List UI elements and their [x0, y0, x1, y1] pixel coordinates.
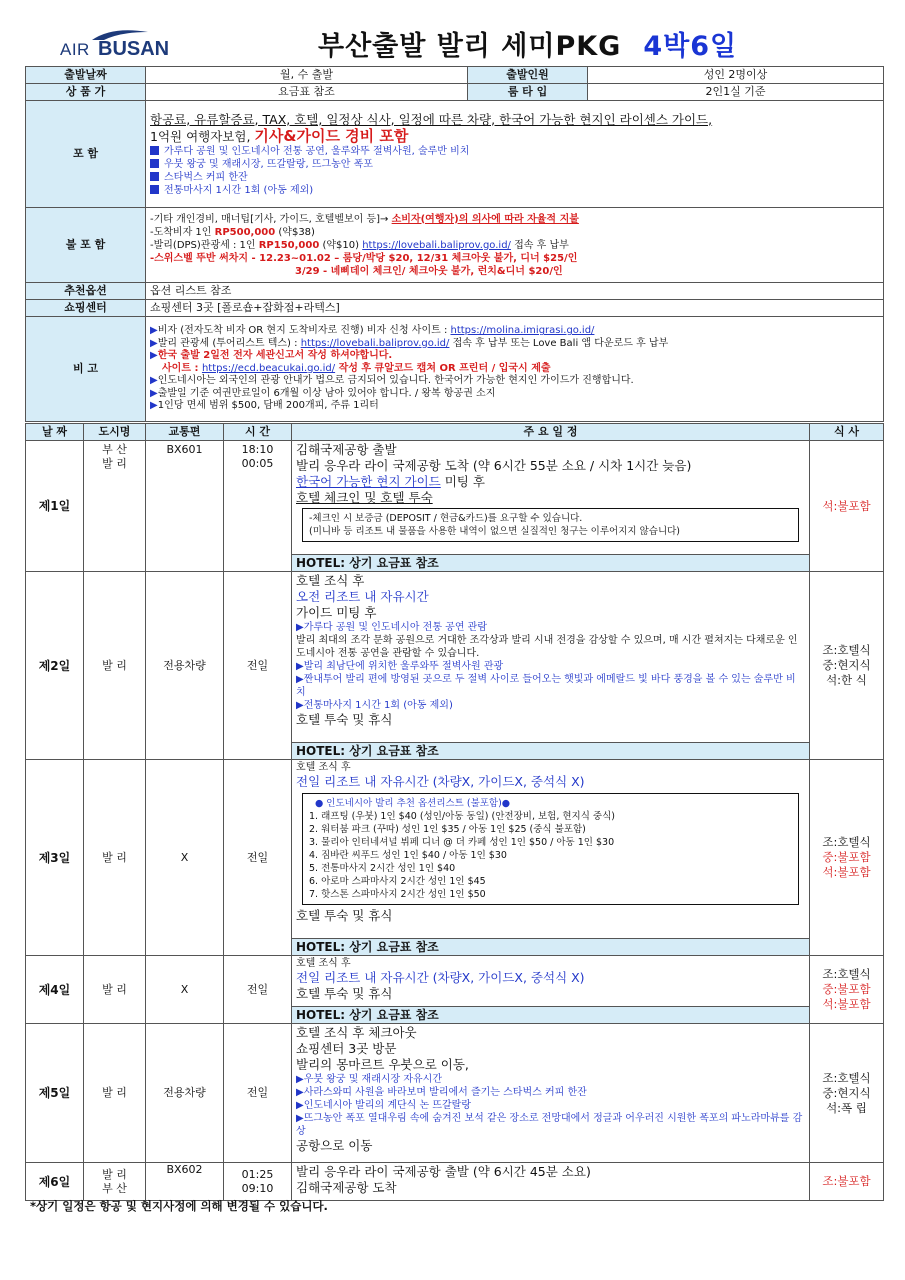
remarks-label: 비 고 — [26, 317, 146, 422]
triangle-bullet-icon: ▶ — [150, 387, 158, 399]
day-row: 제3일 발 리 X 전일 호텔 조식 후 전일 리조트 내 자유시간 (차량X, 가이드X, 중석식 X) ● 인도네시아 발리 추천 옵션리스트 (불포함)● 1. 래프팅 (우붓) 1인 $40 (성인/아동 동일) (안전장비, 보험, 현지식 중식) 2. 워터붐 파크 (꾸따) 성인 1인 $35 / 아동 1인 $25 (중식 불포함) 3. 물리아 인터네셔널 뷔페 디너 @ 더 카페 성인 1인 $50 / 아동 1인 $30 4. 짐바란 씨푸드 성인 1인 $40 / 아동 1인 $30 5. 전통마사지 2시간 성인 1인 $40 6. 아로마 스파마사지 2시간 성인 1인 $45 7. 핫스톤 스파마사지 2시간 성인 1인 $50 호텔 투숙 및 휴식 HOTEL: 상기 요금표 참조 조:호텔식 중:불포함 석:불포함 — [26, 760, 884, 956]
col-meal: 식 사 — [810, 424, 884, 441]
depart-people-label: 출발인원 — [468, 67, 588, 84]
price: 요금표 참조 — [146, 84, 468, 101]
include-item: 전통마사지 1시간 1회 (아동 제외) — [150, 184, 879, 197]
depart-date-label: 출발날짜 — [26, 67, 146, 84]
tax-link[interactable]: https://lovebali.baliprov.go.id/ — [300, 337, 450, 349]
col-transport: 교통편 — [146, 424, 224, 441]
detail-table — [25, 100, 884, 422]
shopping-label: 쇼핑센터 — [26, 300, 146, 317]
triangle-bullet-icon: ▶ — [150, 375, 158, 387]
footnote: *상기 일정은 항공 및 현지사정에 의해 변경될 수 있습니다. — [30, 1199, 328, 1213]
col-date: 날 짜 — [26, 424, 84, 441]
schedule-table — [25, 423, 884, 1201]
air-busan-logo — [60, 28, 180, 64]
triangle-bullet-icon: ▶ — [150, 337, 158, 349]
square-bullet-icon — [150, 172, 159, 181]
exclude-label: 불 포 함 — [26, 208, 146, 283]
day-row: 제6일 발 리 부 산 BX602 01:25 09:10 발리 응우라 라이 국제공항 출발 (약 6시간 45분 소요) 김해국제공항 도착 조:불포함 — [26, 1163, 884, 1201]
day-plan: 호텔 조식 후 체크아웃 쇼핑센터 3곳 방문 발리의 몽마르트 우붓으로 이동, ▶우붓 왕궁 및 재래시장 자유시간 ▶사라스와띠 사원을 바라보며 발리에서 즐기는 스타벅스 커피 한잔 ▶인도네시아 발리의 계단식 논 뜨갈랄랑 ▶뜨그농안 폭포 열대우림 속에 숨겨진 보석 같은 장소로 전망대에서 정글과 어우러진 시원한 폭포의 파노라마뷰를 감상 공항으로 이동 — [292, 1024, 810, 1163]
day-row: 제5일 발 리 전용차량 전일 호텔 조식 후 체크아웃 쇼핑센터 3곳 방문 발리의 몽마르트 우붓으로 이동, ▶우붓 왕궁 및 재래시장 자유시간 ▶사라스와띠 사원을 바라보며 발리에서 즐기는 스타벅스 커피 한잔 ▶인도네시아 발리의 계단식 논 뜨갈랄랑 ▶뜨그농안 폭포 열대우림 속에 숨겨진 보석 같은 장소로 전망대에서 정글과 어우러진 시원한 폭포의 파노라마뷰를 감상 공항으로 이동 조:호텔식 중:현지식 석:폭 립 — [26, 1024, 884, 1163]
include-content — [146, 101, 884, 208]
surcharge-line2: 3/29 - 녜삐데이 체크인/ 체크아웃 불가, 런치&디너 $20/인 — [295, 265, 563, 277]
include-label: 포 함 — [26, 101, 146, 208]
exclude-voluntary: 소비자(여행자)의 의사에 따라 자율적 지불 — [391, 213, 579, 225]
customs-link[interactable]: https://ecd.beacukai.go.id/ — [201, 362, 336, 374]
depart-people: 성인 2명이상 — [588, 67, 884, 84]
include-line2a: 1억원 여행자보험, — [150, 128, 255, 144]
page-title — [318, 24, 737, 63]
day-row: 제1일 부 산 발 리 BX601 18:10 00:05 김해국제공항 출발 발리 응우라 라이 국제공항 도착 (약 6시간 55분 소요 / 시차 1시간 늦음) 한국어 가능한 현지 가이드 미팅 후 호텔 체크인 및 호텔 투숙 -체크인 시 보증금 (DEPOSIT / 현금&카드)를 요구할 수 있습니다. (미니바 등 리조트 내 물품을 사용한 내역이 없으면 실질적인 청구는 이루어지지 않습니다) HOTEL: 상기 요금표 참조 석:불포함 — [26, 441, 884, 572]
exclude-content: -기타 개인경비, 매너팁[기사, 가이드, 호텔벨보이 등]→ 소비자(여행자)의 의사에 따라 자율적 지불 -도착비자 1인 RP500,000 (약$38) -발리(DPS)관광세 : 1인 RP150,000 (약$10) https://lovebali.baliprov.go.id/ 접속 후 납부 -스위스벨 뚜반 써차지 - 12.23~01.02 – 룸당/박당 $20, 12/31 체크아웃 불가, 디너 $25/인 3/29 - 녜삐데이 체크인/ 체크아웃 불가, 런치&디너 $20/인 — [146, 208, 884, 283]
col-city: 도시명 — [84, 424, 146, 441]
col-plan: 주 요 일 정 — [292, 424, 810, 441]
surcharge-line1: -스위스벨 뚜반 써차지 - 12.23~01.02 – 룸당/박당 $20, 12/31 체크아웃 불가, 디너 $25/인 — [150, 252, 578, 264]
day-plan: 김해국제공항 출발 발리 응우라 라이 국제공항 도착 (약 6시간 55분 소요 / 시차 1시간 늦음) 한국어 가능한 현지 가이드 미팅 후 호텔 체크인 및 호텔 투숙 -체크인 시 보증금 (DEPOSIT / 현금&카드)를 요구할 수 있습니다. (미니바 등 리조트 내 물품을 사용한 내역이 없으면 실질적인 청구는 이루어지지 않습니다) HOTEL: 상기 요금표 참조 — [292, 441, 810, 572]
option-list: ● 인도네시아 발리 추천 옵션리스트 (불포함)● 1. 래프팅 (우붓) 1인 $40 (성인/아동 동일) (안전장비, 보험, 현지식 중식) 2. 워터붐 파크 (꾸따) 성인 1인 $35 / 아동 1인 $25 (중식 불포함) 3. 물리아 인터네셔널 뷔페 디너 @ 더 카페 성인 1인 $50 / 아동 1인 $30 4. 짐바란 씨푸드 성인 1인 $40 / 아동 1인 $30 5. 전통마사지 2시간 성인 1인 $40 6. 아로마 스파마사지 2시간 성인 1인 $45 7. 핫스톤 스파마사지 2시간 성인 1인 $50 — [302, 793, 799, 905]
depart-date: 월, 수 출발 — [146, 67, 468, 84]
day-plan: 호텔 조식 후 오전 리조트 내 자유시간 가이드 미팅 후 ▶가루다 공원 및 인도네시아 전통 공연 관람 발리 최대의 조각 문화 공원으로 거대한 조각상과 발리 시내 전경을 감상할 수 있으며, 매 시간 펼쳐지는 다채로운 인도네시아 전통 공연을 관람할 수 있습니다. ▶발리 최남단에 위치한 울루와뚜 절벽사원 관광 ▶짠내투어 발리 편에 방영된 곳으로 두 절벽 사이로 들어오는 햇빛과 에메랄드 빛 바다 풍경을 볼 수 있는 술루반 비치 ▶전통마사지 1시간 1회 (아동 제외) 호텔 투숙 및 휴식 HOTEL: 상기 요금표 참조 — [292, 572, 810, 760]
option-label: 추천옵션 — [26, 283, 146, 300]
triangle-bullet-icon: ▶ — [150, 325, 158, 337]
include-item: 우붓 왕궁 및 재래시장, 뜨갈랄랑, 뜨그농안 폭포 — [150, 158, 879, 171]
triangle-bullet-icon: ▶ — [150, 350, 158, 362]
remarks-content: ▶비자 (전자도착 비자 OR 현지 도착비자로 진행) 비자 신청 사이트 : https://molina.imigrasi.go.id/ ▶발리 관광세 (투어리스트 텍스) : https://lovebali.baliprov.go.id/ 접속 후 납부 또는 Love Bali 앱 다운로드 후 납부 ▶한국 출발 2일전 전자 세관신고서 작성 하셔야합니다. 사이트 : https://ecd.beacukai.go.id/ 작성 후 큐알코드 캡쳐 OR 프린터 / 입국시 제출 ▶인도네시아는 외국인의 관광 안내가 법으로 금지되어 있습니다. 한국어가 가능한 현지인 가이드가 진행합니다. ▶출발일 기준 여권만료일이 6개월 이상 남아 있어야 합니다. / 왕복 항공권 소지 ▶1인당 면세 범위 $500, 담배 200개피, 주류 1리터 — [146, 317, 884, 422]
title-duration: 4박6일 — [643, 31, 738, 62]
hotel-ref: HOTEL: 상기 요금표 참조 — [292, 554, 809, 571]
col-time: 시 간 — [224, 424, 292, 441]
deposit-notice: -체크인 시 보증금 (DEPOSIT / 현금&카드)를 요구할 수 있습니다. (미니바 등 리조트 내 물품을 사용한 내역이 없으면 실질적인 청구는 이루어지지 않습니다) — [302, 508, 799, 542]
room: 2인1실 기준 — [588, 84, 884, 101]
shopping-value: 쇼핑센터 3곳 [폴로숍+잡화점+라텍스] — [146, 300, 884, 317]
include-item: 가루다 공원 및 인도네시아 전통 공연, 울루와뚜 절벽사원, 술루반 비치 — [150, 145, 879, 158]
triangle-bullet-icon: ▶ — [150, 400, 158, 412]
square-bullet-icon — [150, 159, 159, 168]
day-plan: 호텔 조식 후 전일 리조트 내 자유시간 (차량X, 가이드X, 중석식 X) ● 인도네시아 발리 추천 옵션리스트 (불포함)● 1. 래프팅 (우붓) 1인 $40 (성인/아동 동일) (안전장비, 보험, 현지식 중식) 2. 워터붐 파크 (꾸따) 성인 1인 $35 / 아동 1인 $25 (중식 불포함) 3. 물리아 인터네셔널 뷔페 디너 @ 더 카페 성인 1인 $50 / 아동 1인 $30 4. 짐바란 씨푸드 성인 1인 $40 / 아동 1인 $30 5. 전통마사지 2시간 성인 1인 $40 6. 아로마 스파마사지 2시간 성인 1인 $45 7. 핫스톤 스파마사지 2시간 성인 1인 $50 호텔 투숙 및 휴식 HOTEL: 상기 요금표 참조 — [292, 760, 810, 956]
price-label: 상 품 가 — [26, 84, 146, 101]
visa-link[interactable]: https://molina.imigrasi.go.id/ — [450, 325, 595, 337]
day-plan: 호텔 조식 후 전일 리조트 내 자유시간 (차량X, 가이드X, 중석식 X) 호텔 투숙 및 휴식 HOTEL: 상기 요금표 참조 — [292, 956, 810, 1024]
day-label: 제1일 — [26, 441, 84, 572]
day-row: 제2일 발 리 전용차량 전일 호텔 조식 후 오전 리조트 내 자유시간 가이드 미팅 후 ▶가루다 공원 및 인도네시아 전통 공연 관람 발리 최대의 조각 문화 공원으로 거대한 조각상과 발리 시내 전경을 감상할 수 있으며, 매 시간 펼쳐지는 다채로운 인도네시아 전통 공연을 관람할 수 있습니다. ▶발리 최남단에 위치한 울루와뚜 절벽사원 관광 ▶짠내투어 발리 편에 방영된 곳으로 두 절벽 사이로 들어오는 햇빛과 에메랄드 빛 바다 풍경을 볼 수 있는 술루반 비치 ▶전통마사지 1시간 1회 (아동 제외) 호텔 투숙 및 휴식 HOTEL: 상기 요금표 참조 조:호텔식 중:현지식 석:한 식 — [26, 572, 884, 760]
day-plan: 발리 응우라 라이 국제공항 출발 (약 6시간 45분 소요) 김해국제공항 도착 — [292, 1163, 810, 1201]
square-bullet-icon — [150, 146, 159, 155]
meal: 석:불포함 — [810, 441, 884, 572]
lovebali-link[interactable]: https://lovebali.baliprov.go.id/ — [362, 239, 511, 251]
option-value: 옵션 리스트 참조 — [146, 283, 884, 300]
day-row: 제4일 발 리 X 전일 호텔 조식 후 전일 리조트 내 자유시간 (차량X, 가이드X, 중석식 X) 호텔 투숙 및 휴식 HOTEL: 상기 요금표 참조 조:호텔식 중:불포함 석:불포함 — [26, 956, 884, 1024]
info-table — [25, 66, 884, 101]
room-label: 룸 타 입 — [468, 84, 588, 101]
include-item: 스타벅스 커피 한잔 — [150, 171, 879, 184]
logo-busan: BUSAN — [98, 38, 170, 60]
include-line2b: 기사&가이드 경비 포함 — [254, 126, 409, 145]
include-line1: 항공료, 유류할증료, TAX, 호텔, 일정상 식사, 일정에 따른 차량, 한국어 가능한 현지인 라이센스 가이드, — [150, 111, 713, 127]
square-bullet-icon — [150, 185, 159, 194]
title-main: 부산출발 발리 세미PKG — [318, 31, 622, 62]
logo-air: AIR — [60, 40, 90, 59]
transport: BX601 — [146, 441, 224, 572]
